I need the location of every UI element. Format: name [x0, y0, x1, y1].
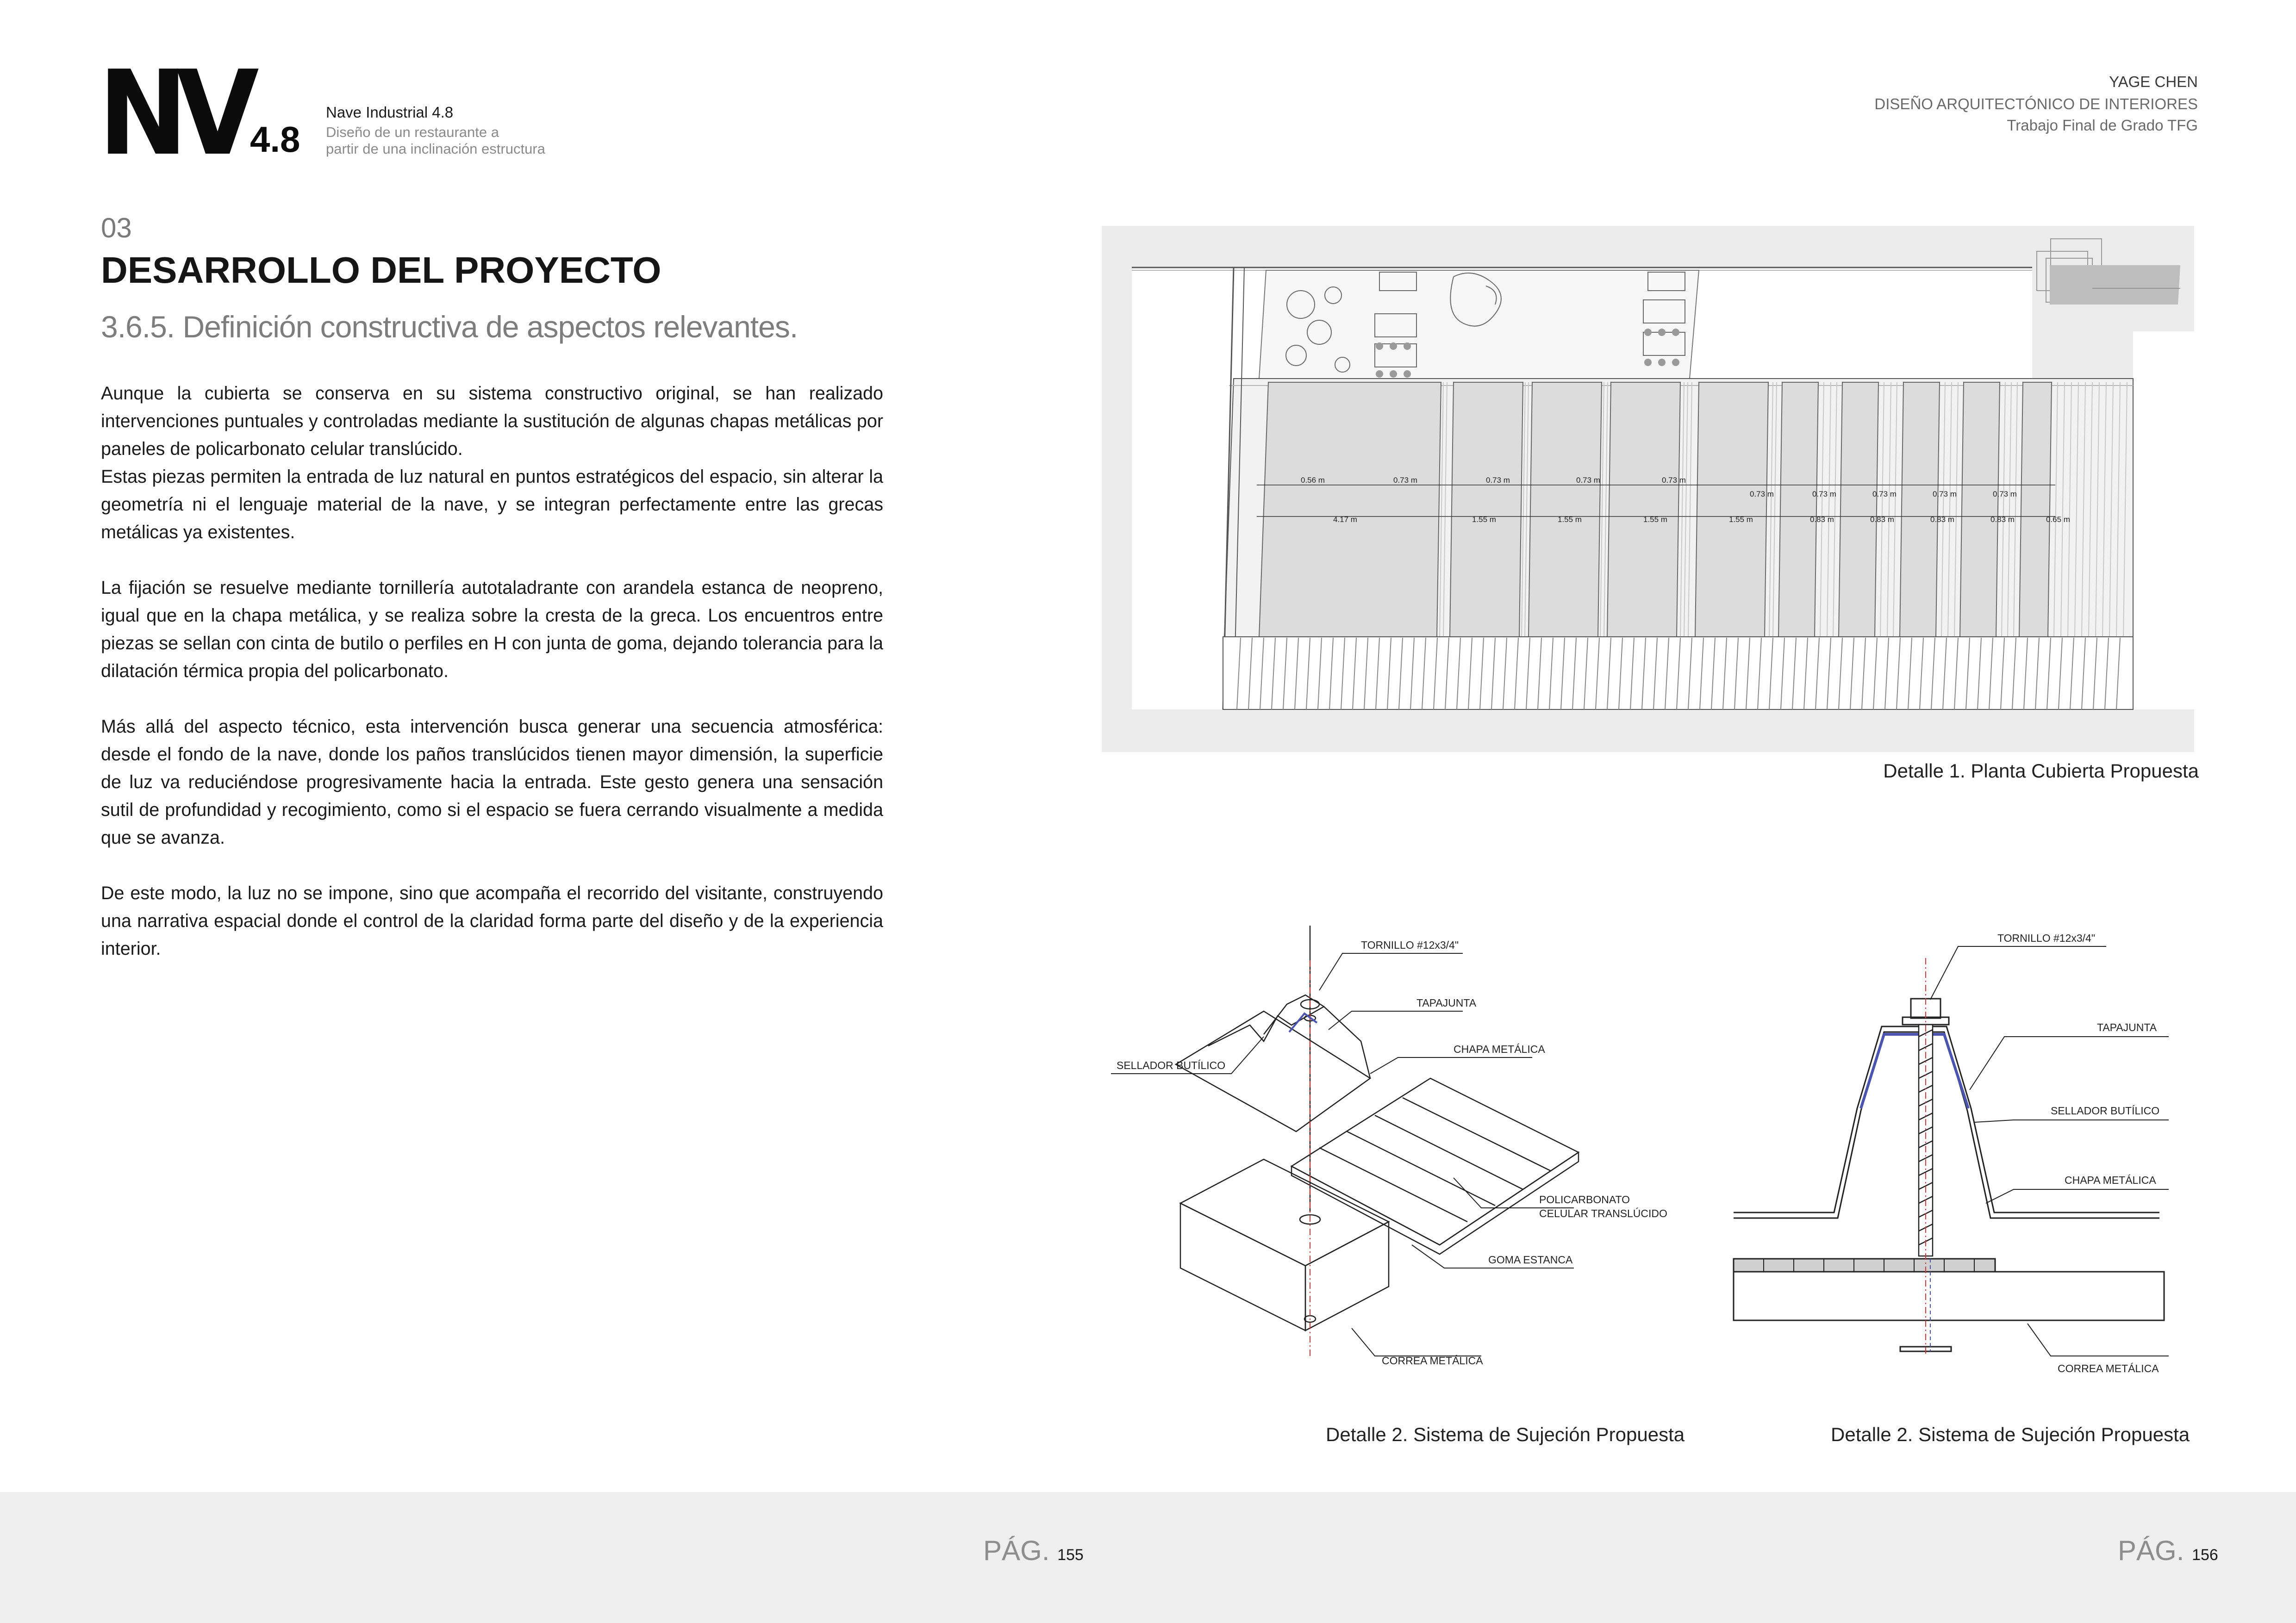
footer-band [0, 1492, 2296, 1623]
section-title: DESARROLLO DEL PROYECTO [101, 249, 661, 291]
paragraph-2: Estas piezas permiten la entrada de luz natural en puntos estratégicos del espacio, sin alterar la geometría ni el lenguaje material de la nave, y se integran perfectamente entre las grecas metálicas ya existentes. [101, 466, 883, 542]
axo-label-poli-2: CELULAR TRANSLÚCIDO [1539, 1207, 1667, 1219]
project-subtitle-line-1: Diseño de un restaurante a [326, 124, 499, 140]
axo-label-correa: CORREA METÁLICA [1382, 1355, 1483, 1367]
paragraph-3: La fijación se resuelve mediante tornillería autotaladrante con arandela estanca de neopreno, igual que en la chapa metálica, y se realiza sobre la cresta de la greca. Los encuentros entre piezas se sellan con cinta de butilo o perfiles en H con junta de goma, dejando tolerancia para la dilatación térmica propia del policarbonato. [101, 578, 883, 681]
dim-bottom-9: 0.83 m [1990, 515, 2015, 524]
dim-top-10: 0.73 m [1993, 490, 2017, 498]
sec-label-correa: CORREA METÁLICA [2058, 1362, 2159, 1374]
page-number-left [983, 1535, 1084, 1567]
axo-label-chapa: CHAPA METÁLICA [1454, 1043, 1545, 1055]
thesis-label: Trabajo Final de Grado TFG [2007, 117, 2198, 134]
dim-top-7: 0.73 m [1812, 490, 1836, 498]
page-num-right: 156 [2192, 1546, 2218, 1564]
dim-top-2: 0.73 m [1393, 476, 1417, 485]
page-number-right [2118, 1535, 2218, 1567]
logo-version: 4.8 [250, 119, 300, 160]
page-num-left: 155 [1057, 1546, 1084, 1564]
axo-label-tapajunta: TAPAJUNTA [1416, 997, 1477, 1009]
pag-label-left: PÁG. [983, 1535, 1050, 1566]
dim-bottom-1: 4.17 m [1333, 515, 1357, 524]
project-title: Nave Industrial 4.8 [326, 104, 454, 121]
section-subtitle: 3.6.5. Definición constructiva de aspectos relevantes. [101, 310, 798, 344]
axo-label-sellador: SELLADOR BUTÍLICO [1117, 1059, 1226, 1071]
fixing-section-detail [1727, 926, 2194, 1393]
dim-bottom-3: 1.55 m [1558, 515, 1582, 524]
section-number: 03 [101, 212, 132, 243]
axo-label-poli-1: POLICARBONATO [1539, 1194, 1630, 1206]
dim-top-4: 0.73 m [1576, 476, 1600, 485]
sec-label-sellador: SELLADOR BUTÍLICO [2051, 1105, 2160, 1117]
dim-top-6: 0.73 m [1750, 490, 1774, 498]
body-text [101, 379, 883, 990]
dim-bottom-2: 1.55 m [1472, 515, 1496, 524]
roof-plan-drawing [1102, 226, 2194, 752]
dim-bottom-10: 0.65 m [2046, 515, 2070, 524]
sec-label-tornillo: TORNILLO #12x3/4" [1997, 932, 2096, 944]
axo-label-goma: GOMA ESTANCA [1488, 1254, 1573, 1266]
dim-top-3: 0.73 m [1486, 476, 1510, 485]
program-name: DISEÑO ARQUITECTÓNICO DE INTERIORES [1874, 95, 2198, 112]
dim-bottom-7: 0.83 m [1870, 515, 1894, 524]
dim-bottom-8: 0.83 m [1930, 515, 1954, 524]
axo-caption: Detalle 2. Sistema de Sujeción Propuesta [1326, 1424, 1685, 1445]
paragraph-4: Más allá del aspecto técnico, esta intervención busca generar una secuencia atmosférica: desde el fondo de la nave, donde los paños translúcidos tienen mayor dimensión, la superficie de luz va reduciéndose progresivamente hacia la entrada. Este gesto genera una sensación sutil de profundidad y recogimiento, como si el espacio se fuera cerrando visualmente a medida que se avanza. [101, 716, 883, 848]
plan-caption: Detalle 1. Planta Cubierta Propuesta [1883, 760, 2199, 782]
logo: NV [98, 46, 247, 181]
section-caption: Detalle 2. Sistema de Sujeción Propuesta [1831, 1424, 2190, 1445]
dim-top-1: 0.56 m [1301, 476, 1325, 485]
dim-top-5: 0.73 m [1662, 476, 1686, 485]
project-subtitle-line-2: partir de una inclinación estructura [326, 141, 545, 157]
dim-bottom-5: 1.55 m [1729, 515, 1753, 524]
pag-label-right: PÁG. [2118, 1535, 2184, 1566]
author-name: YAGE CHEN [2109, 73, 2198, 90]
paragraph-1: Aunque la cubierta se conserva en su sistema constructivo original, se han realizado intervenciones puntuales y controladas mediante la sustitución de algunas chapas metálicas por paneles de policarbonato celular translúcido. [101, 383, 883, 459]
fixing-axonometric-detail [1111, 926, 1685, 1379]
dim-bottom-6: 0.83 m [1810, 515, 1834, 524]
dim-bottom-4: 1.55 m [1643, 515, 1667, 524]
paragraph-5: De este modo, la luz no se impone, sino que acompaña el recorrido del visitante, construyendo una narrativa espacial donde el control de la claridad forma parte del diseño y de la experiencia interior. [101, 883, 883, 959]
sec-label-chapa: CHAPA METÁLICA [2065, 1174, 2156, 1186]
dim-top-9: 0.73 m [1933, 490, 1957, 498]
dim-top-8: 0.73 m [1872, 490, 1897, 498]
sec-label-tapajunta: TAPAJUNTA [2097, 1021, 2157, 1033]
axo-label-tornillo: TORNILLO #12x3/4" [1361, 939, 1459, 951]
